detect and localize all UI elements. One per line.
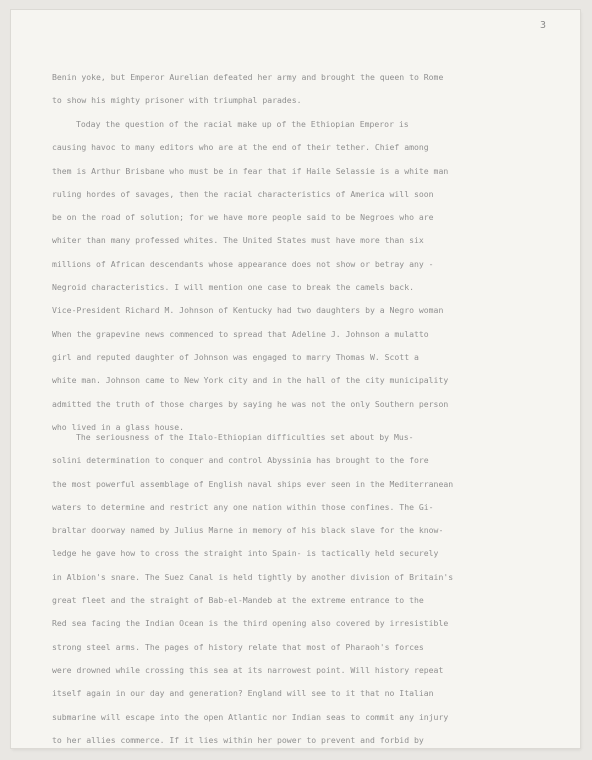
text-line: to show his mighty prisoner with triumphal parades. (52, 95, 302, 106)
text-line: to her allies commerce. If it lies within her power to prevent and forbid by (52, 734, 424, 745)
text-line: causing havoc to many editors who are at the end of their tether. Chief among (52, 142, 429, 153)
paragraph-3 (52, 426, 552, 752)
text-line: millions of African descendants whose appearance does not show or betray any - (52, 258, 434, 269)
text-line: itself again in our day and generation? England will see to it that no Italian (52, 688, 434, 699)
text-line: who lived in a glass house. (52, 421, 185, 432)
text-line: ledge he gave how to cross the straight into Spain- is tactically held securely (52, 548, 439, 559)
text-line: Today the question of the racial make up of the Ethiopian Emperor is (76, 119, 409, 129)
text-line: strong steel arms. The pages of history relate that most of Pharaoh's forces (52, 641, 424, 652)
text-line: submarine will escape into the open Atlantic nor Indian seas to commit any injury (52, 711, 449, 722)
text-line: in Albion's snare. The Suez Canal is held tightly by another division of Britain's (52, 571, 454, 582)
text-line: them is Arthur Brisbane who must be in fear that if Haile Selassie is a white man (52, 165, 449, 176)
text-line: admitted the truth of those charges by saying he was not the only Southern person (52, 398, 449, 409)
paragraph-1 (52, 66, 552, 113)
text-line: Benin yoke, but Emperor Aurelian defeated her army and brought the queen to Rome (52, 72, 444, 82)
text-line: Negroid characteristics. I will mention one case to break the camels back. (52, 282, 414, 293)
text-line: great fleet and the straight of Bab-el-Mandeb at the extreme entrance to the (52, 595, 424, 606)
paragraph-2 (52, 113, 552, 439)
document-page (11, 10, 580, 748)
text-line: whiter than many professed whites. The United States must have more than six (52, 235, 424, 246)
text-line: braltar doorway named by Julius Marne in memory of his black slave for the know- (52, 525, 444, 536)
text-line: girl and reputed daughter of Johnson was engaged to marry Thomas W. Scott a (52, 351, 419, 362)
text-line: When the grapevine news commenced to spread that Adeline J. Johnson a mulatto (52, 328, 429, 339)
text-line: the most powerful assemblage of English naval ships ever seen in the Mediterranean (52, 478, 454, 489)
page-number: 3 (539, 20, 546, 31)
text-line: waters to determine and restrict any one nation within those confines. The Gi- (52, 501, 434, 512)
text-line: ruling hordes of savages, then the racial characteristics of America will soon (52, 188, 434, 199)
text-line: Red sea facing the Indian Ocean is the third opening also covered by irresistible (52, 618, 449, 629)
text-line: solini determination to conquer and control Abyssinia has brought to the fore (52, 455, 429, 466)
text-line: The seriousness of the Italo-Ethiopian difficulties set about by Mus- (76, 432, 414, 442)
text-line: were drowned while crossing this sea at its narrowest point. Will history repeat (52, 664, 444, 675)
text-line: Vice-President Richard M. Johnson of Kentucky had two daughters by a Negro woman (52, 305, 444, 316)
text-line: white man. Johnson came to New York city and in the hall of the city municipality (52, 375, 449, 386)
text-line: be on the road of solution; for we have more people said to be Negroes who are (52, 212, 434, 223)
